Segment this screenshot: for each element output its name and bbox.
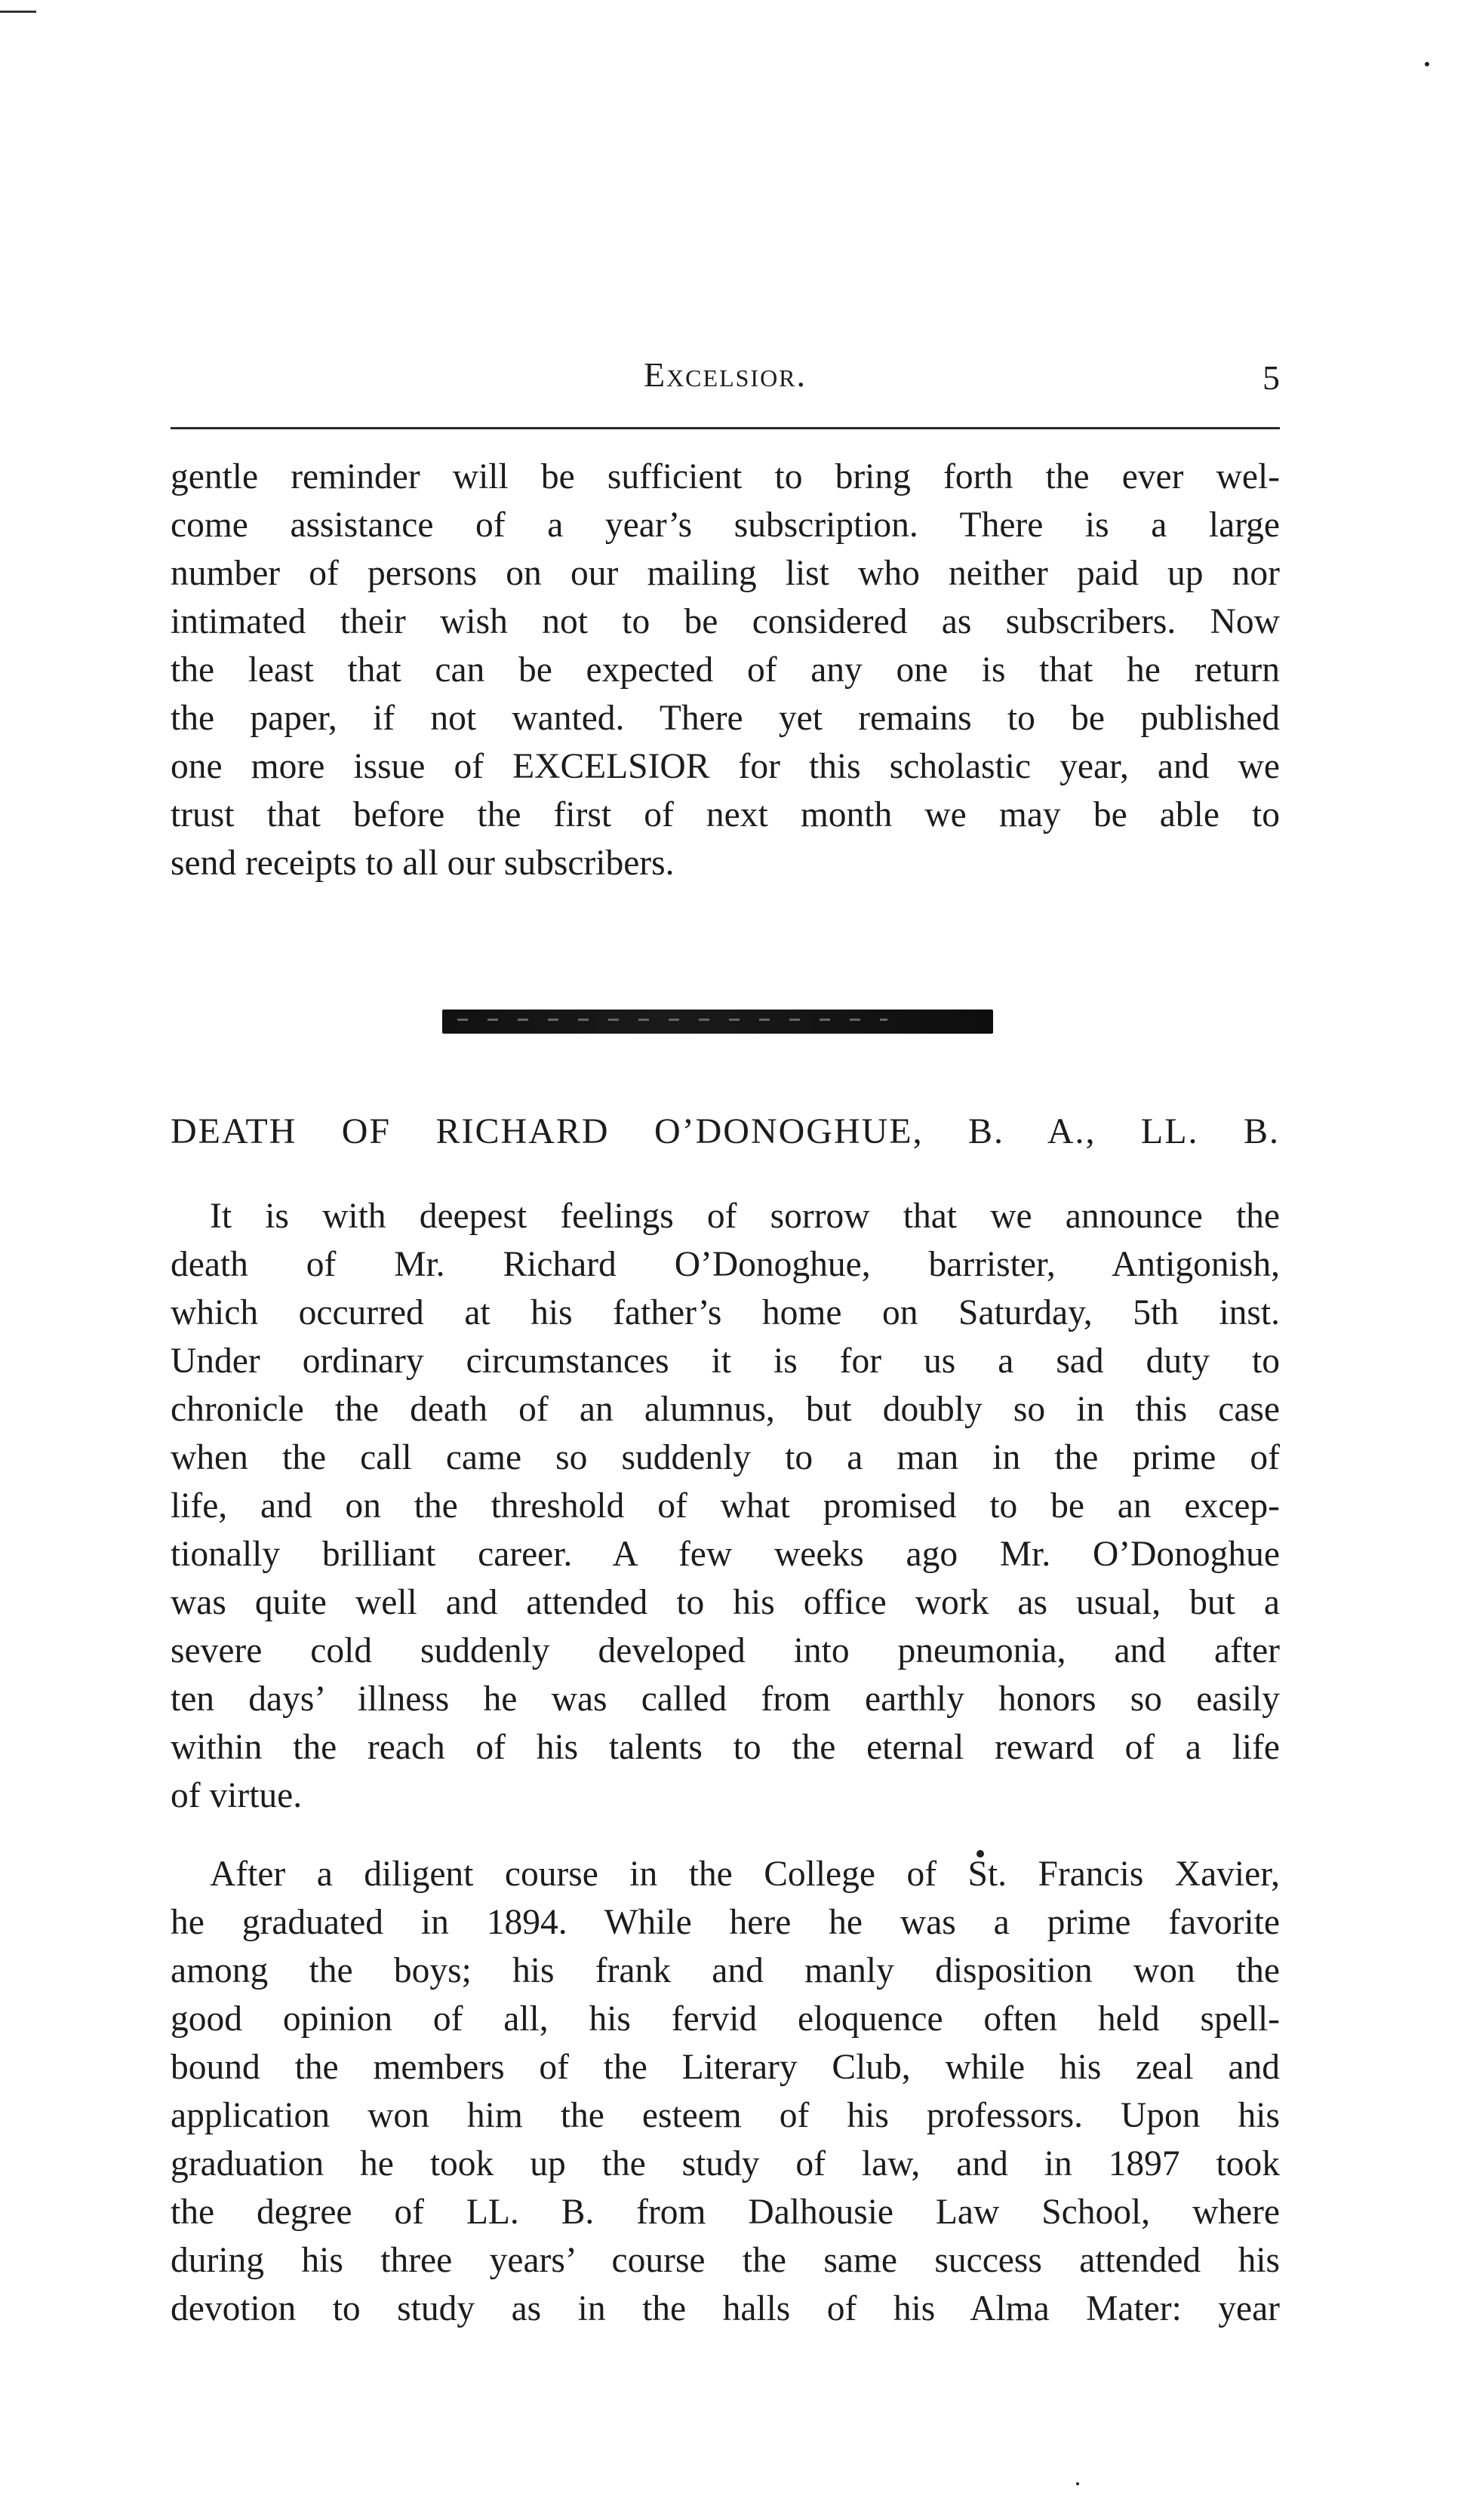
running-head: [171, 355, 1280, 407]
paragraph-line: during his three years’ course the same success attended his: [171, 2241, 1280, 2280]
paragraph-line: he graduated in 1894. While here he was a prime favorite: [171, 1903, 1280, 1942]
paragraph-line: chronicle the death of an alumnus, but doubly so in this case: [171, 1390, 1280, 1429]
notice-line: come assistance of a year’s subscription. There is a large: [171, 506, 1280, 545]
notice-line: send receipts to all our subscribers.: [171, 844, 675, 883]
paragraph-line: application won him the esteem of his professors. Upon his: [171, 2096, 1280, 2135]
notice-line: intimated their wish not to be considered as subscribers. Now: [171, 602, 1280, 641]
notice-line: gentle reminder will be sufficient to bring forth the ever wel-: [171, 457, 1280, 496]
section-divider-ornament: [442, 1010, 993, 1034]
paragraph-line: Under ordinary circumstances it is for us a sad duty to: [171, 1341, 1280, 1381]
scan-corner-mark: [0, 11, 36, 13]
paragraph-line: After a diligent course in the College of St. Francis Xavier,: [210, 1855, 1280, 1894]
scan-speck: [1425, 62, 1429, 66]
paragraph-line: the degree of LL. B. from Dalhousie Law School, where: [171, 2193, 1280, 2232]
paragraph-line: good opinion of all, his fervid eloquence often held spell-: [171, 1999, 1280, 2039]
paragraph-line: among the boys; his frank and manly disposition won the: [171, 1951, 1280, 1990]
paragraph-line: graduation he took up the study of law, and in 1897 took: [171, 2144, 1280, 2183]
paragraph-line: which occurred at his father’s home on Saturday, 5th inst.: [171, 1293, 1280, 1332]
header-rule: [171, 427, 1280, 429]
notice-line: the paper, if not wanted. There yet remains to be published: [171, 699, 1280, 738]
article-heading: DEATH OF RICHARD O’DONOGHUE, B. A., LL. B.: [171, 1111, 1280, 1151]
paragraph-line: of virtue.: [171, 1776, 303, 1815]
paragraph-line: ten days’ illness he was called from earthly honors so easily: [171, 1679, 1280, 1719]
page-number: 5: [1262, 358, 1280, 397]
notice-line: number of persons on our mailing list who neither paid up nor: [171, 554, 1280, 593]
paragraph-line: within the reach of his talents to the eternal reward of a life: [171, 1728, 1280, 1767]
article-paragraph-2: [171, 1850, 1280, 2333]
paragraph-line: tionally brilliant career. A few weeks ago Mr. O’Donoghue: [171, 1535, 1280, 1574]
paragraph-line: death of Mr. Richard O’Donoghue, barrister, Antigonish,: [171, 1245, 1280, 1284]
notice-line: trust that before the first of next month we may be able to: [171, 795, 1280, 834]
notice-line: one more issue of EXCELSIOR for this scholastic year, and we: [171, 747, 1280, 786]
paragraph-line: It is with deepest feelings of sorrow that we announce the: [210, 1197, 1280, 1236]
paragraph-line: devotion to study as in the halls of his Alma Mater: year: [171, 2289, 1280, 2328]
article-paragraph-1: [171, 1192, 1280, 1820]
paragraph-line: severe cold suddenly developed into pneumonia, and after: [171, 1631, 1280, 1670]
notice-line: the least that can be expected of any one is that he return: [171, 650, 1280, 690]
paragraph-line: when the call came so suddenly to a man in the prime of: [171, 1438, 1280, 1477]
paragraph-line: was quite well and attended to his office work as usual, but a: [171, 1583, 1280, 1622]
scan-speck: [1076, 2482, 1079, 2485]
paragraph-line: life, and on the threshold of what promised to be an excep-: [171, 1486, 1280, 1526]
running-title: Excelsior.: [643, 355, 807, 394]
subscription-notice: [171, 453, 1280, 887]
paragraph-line: bound the members of the Literary Club, while his zeal and: [171, 2048, 1280, 2087]
